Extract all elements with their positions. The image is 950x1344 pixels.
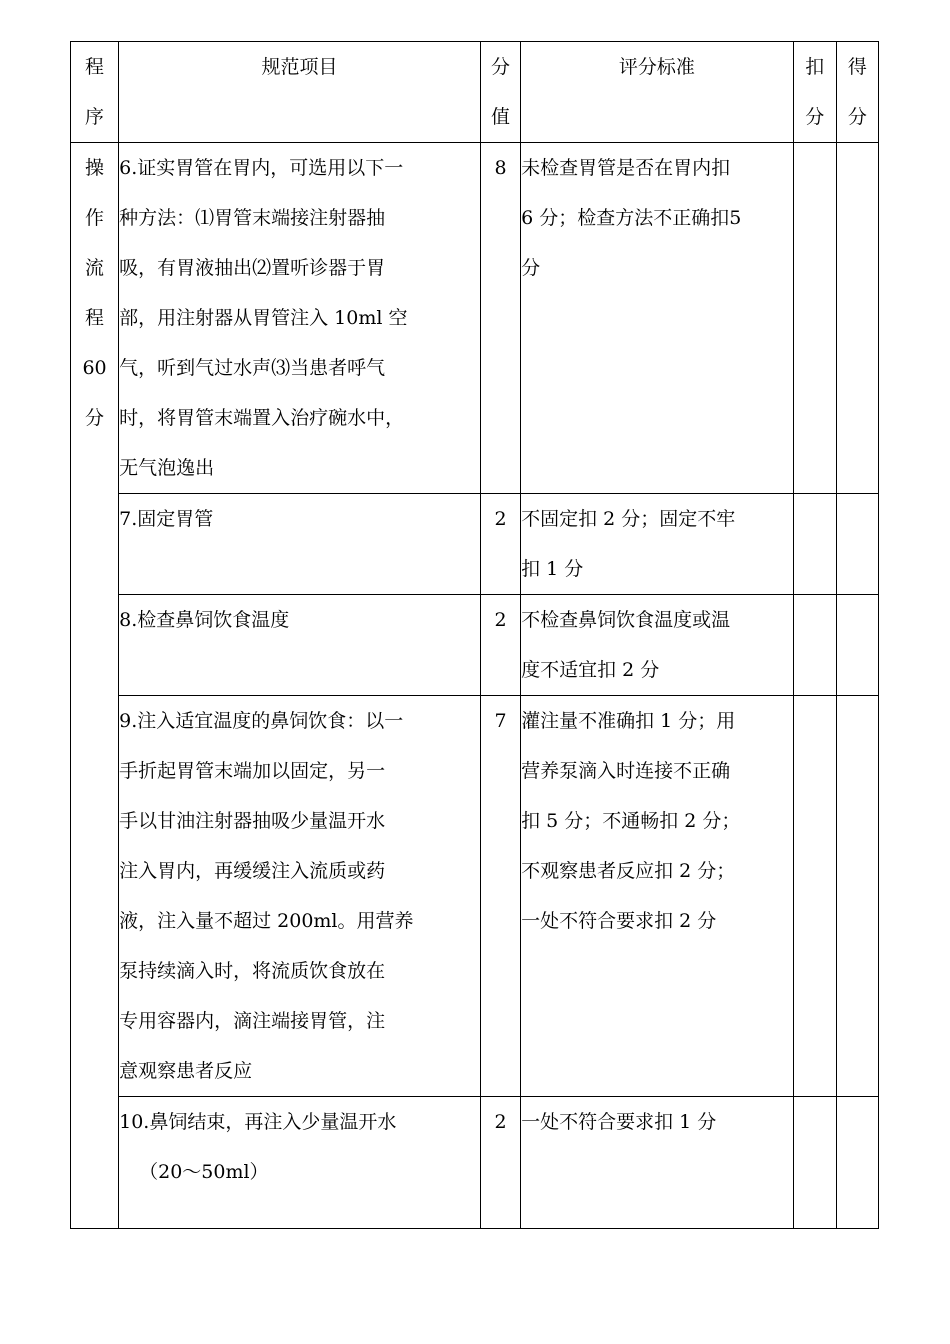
gained-cell[interactable] bbox=[836, 494, 878, 595]
header-gained: 得 分 bbox=[836, 42, 878, 143]
item-cell: 7.固定胃管 bbox=[119, 494, 481, 595]
item-cell: 9.注入适宜温度的鼻饲饮食：以一 手折起胃管末端加以固定，另一 手以甘油注射器抽吸少量温开水 注入胃内，再缓缓注入流质或药 液，注入量不超过 200ml。用营养 泵持续滴入时，将流质饮食放在 专用容器内，滴注端接胃管，注 意观察患者反应 bbox=[119, 696, 481, 1097]
score-cell: 7 bbox=[481, 696, 521, 1097]
procedure-label: 操 作 流 程 60 分 bbox=[71, 143, 119, 1229]
gained-cell[interactable] bbox=[836, 696, 878, 1097]
scoring-table bbox=[70, 41, 879, 1229]
header-deduct: 扣 分 bbox=[793, 42, 836, 143]
score-cell: 2 bbox=[481, 494, 521, 595]
criteria-cell: 不固定扣 2 分；固定不牢 扣 1 分 bbox=[521, 494, 794, 595]
item-cell: 8.检查鼻饲饮食温度 bbox=[119, 595, 481, 696]
deduct-cell[interactable] bbox=[793, 143, 836, 494]
header-score: 分 值 bbox=[481, 42, 521, 143]
deduct-cell[interactable] bbox=[793, 696, 836, 1097]
table-row bbox=[71, 595, 879, 696]
item-cell: 6.证实胃管在胃内，可选用以下一 种方法：⑴胃管末端接注射器抽 吸，有胃液抽出⑵置听诊器于胃 部，用注射器从胃管注入 10ml 空 气，听到气过水声⑶当患者呼气 时，将胃管末端置入治疗碗水中， 无气泡逸出 bbox=[119, 143, 481, 494]
header-procedure: 程 序 bbox=[71, 42, 119, 143]
table-row bbox=[71, 696, 879, 1097]
deduct-cell[interactable] bbox=[793, 494, 836, 595]
criteria-cell: 灌注量不准确扣 1 分；用 营养泵滴入时连接不正确 扣 5 分；不通畅扣 2 分； 不观察患者反应扣 2 分； 一处不符合要求扣 2 分 bbox=[521, 696, 794, 1097]
table-row bbox=[71, 1097, 879, 1229]
deduct-cell[interactable] bbox=[793, 595, 836, 696]
gained-cell[interactable] bbox=[836, 143, 878, 494]
header-row bbox=[71, 42, 879, 143]
criteria-cell: 未检查胃管是否在胃内扣 6 分；检查方法不正确扣5 分 bbox=[521, 143, 794, 494]
criteria-cell: 不检查鼻饲饮食温度或温 度不适宜扣 2 分 bbox=[521, 595, 794, 696]
score-cell: 8 bbox=[481, 143, 521, 494]
table-row bbox=[71, 143, 879, 494]
gained-cell[interactable] bbox=[836, 1097, 878, 1229]
table-row bbox=[71, 494, 879, 595]
gained-cell[interactable] bbox=[836, 595, 878, 696]
deduct-cell[interactable] bbox=[793, 1097, 836, 1229]
criteria-cell: 一处不符合要求扣 1 分 bbox=[521, 1097, 794, 1229]
score-cell: 2 bbox=[481, 595, 521, 696]
header-criteria: 评分标准 bbox=[521, 42, 794, 143]
score-cell: 2 bbox=[481, 1097, 521, 1229]
header-item: 规范项目 bbox=[119, 42, 481, 143]
item-cell: 10.鼻饲结束，再注入少量温开水 （20～50ml） bbox=[119, 1097, 481, 1229]
